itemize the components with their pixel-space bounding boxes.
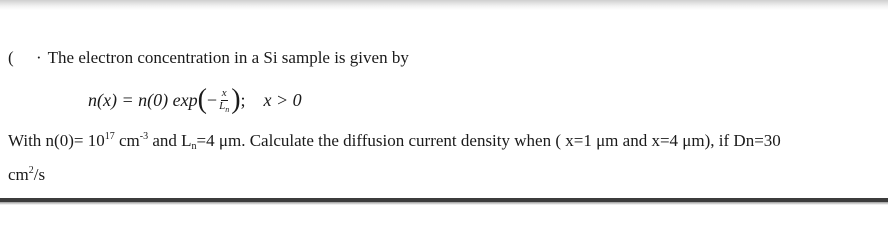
fraction-numerator: x xyxy=(221,86,227,99)
denominator-subscript: n xyxy=(225,104,230,114)
units-base: cm xyxy=(8,165,29,184)
open-paren: ( xyxy=(8,48,14,67)
denominator-base: L xyxy=(219,99,226,112)
units-suffix: /s xyxy=(33,165,46,184)
equation-separator: ; xyxy=(240,89,246,110)
problem-intro-line xyxy=(8,48,409,68)
equation-minus: − xyxy=(206,89,218,110)
bottom-divider-shadow xyxy=(0,202,888,205)
L-subscript: n xyxy=(191,141,197,152)
bullet: · xyxy=(36,48,42,67)
given-values-line xyxy=(8,131,781,151)
intro-text: The electron concentration in a Si sample is given by xyxy=(47,48,409,67)
given-part2: cm xyxy=(114,131,140,150)
top-divider xyxy=(0,0,888,10)
equation-fraction xyxy=(218,88,230,112)
equation-left-paren: ( xyxy=(197,84,207,115)
given-part3: and L xyxy=(148,131,192,150)
given-part4: =4 μm. Calculate the diffusion current density when ( x=1 μm and x=4 μm), if Dn=30 xyxy=(196,131,781,150)
fraction-denominator xyxy=(218,101,230,113)
equation-right-paren: ) xyxy=(231,84,241,115)
cm-exponent: -3 xyxy=(139,131,149,142)
n0-exponent: 17 xyxy=(104,131,115,142)
given-part1: With n(0)= 10 xyxy=(8,131,105,150)
equation-condition: x > 0 xyxy=(263,89,302,110)
concentration-equation xyxy=(88,86,302,114)
units-exponent: 2 xyxy=(28,165,34,176)
equation-lhs: n(x) = n(0) exp xyxy=(88,89,198,110)
units-line xyxy=(8,165,45,185)
